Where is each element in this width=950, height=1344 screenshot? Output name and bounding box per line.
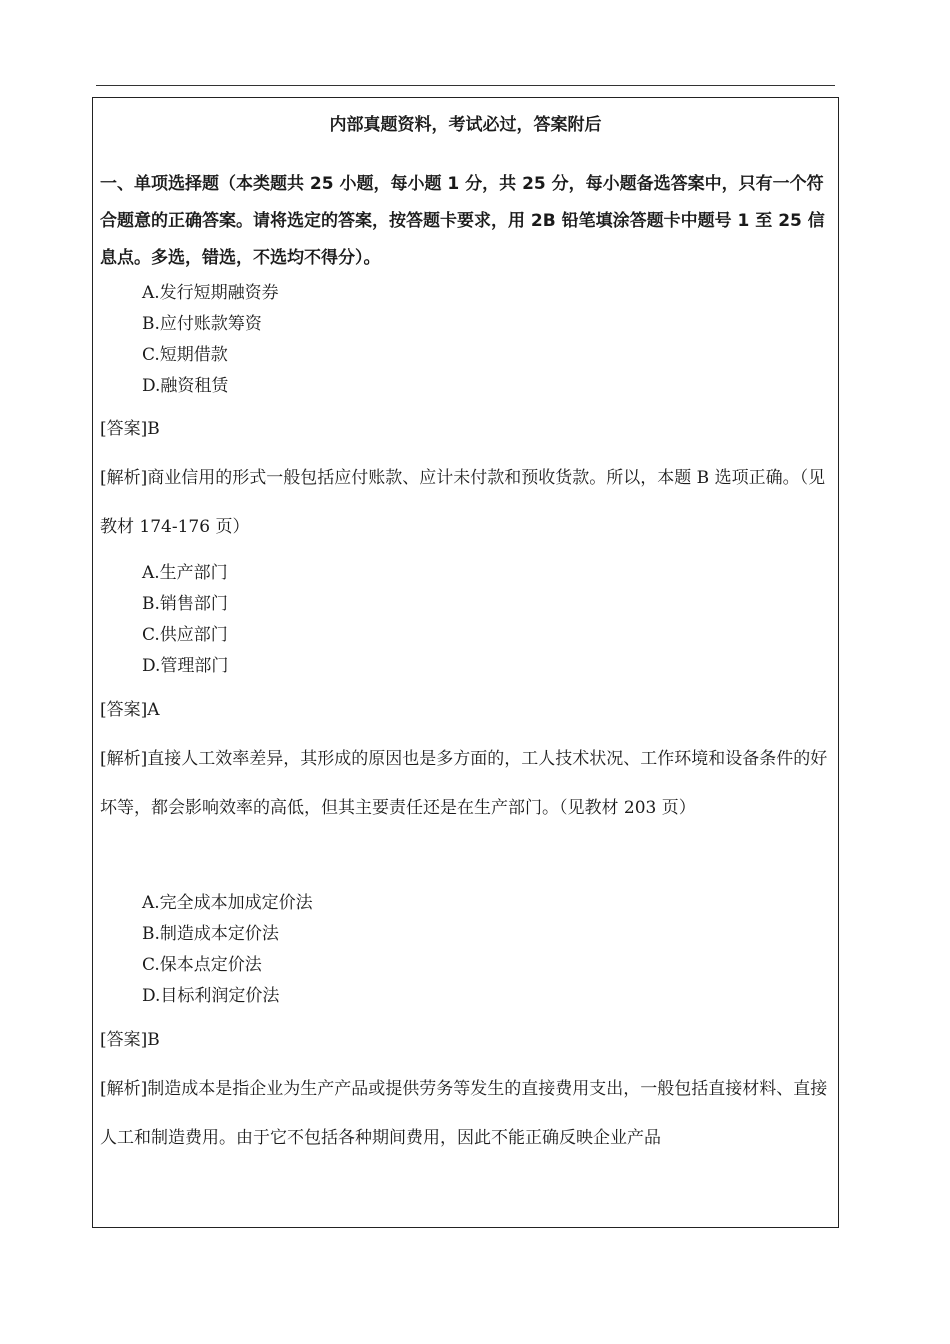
question-3-option-a: A.完全成本加成定价法 [142, 893, 313, 913]
question-3-option-d: D.目标利润定价法 [142, 986, 280, 1006]
question-2-option-b: B.销售部门 [142, 594, 228, 614]
question-2-answer: [答案]A [100, 700, 160, 720]
question-2-option-c: C.供应部门 [142, 625, 228, 645]
header-rule [96, 85, 835, 86]
question-1-answer: [答案]B [100, 419, 160, 439]
question-3-analysis: [解析]制造成本是指企业为生产产品或提供劳务等发生的直接费用支出，一般包括直接材料、直接人工和制造费用。由于它不包括各种期间费用，因此不能正确反映企业产品 [100, 1079, 828, 1148]
question-1-option-a: A.发行短期融资券 [142, 283, 279, 303]
page-title: 内部真题资料，考试必过，答案附后 [329, 115, 602, 135]
section-heading: 一、单项选择题（本类题共 25 小题，每小题 1 分，共 25 分，每小题备选答案中，只有一个符合题意的正确答案。请将选定的答案，按答题卡要求，用 2B 铅笔填涂答题卡中题号 1 至 25 信息点。多选，错选，不选均不得分）。 [100, 174, 825, 268]
question-1-option-b: B.应付账款筹资 [142, 314, 262, 334]
question-2-option-d: D.管理部门 [142, 656, 229, 676]
question-3-option-c: C.保本点定价法 [142, 955, 262, 975]
question-2-analysis: [解析]直接人工效率差异，其形成的原因也是多方面的，工人技术状况、工作环境和设备条件的好坏等，都会影响效率的高低，但其主要责任还是在生产部门。（见教材 203 页） [100, 749, 828, 818]
question-1-option-c: C.短期借款 [142, 345, 228, 365]
question-2-option-a: A.生产部门 [142, 563, 228, 583]
question-3-answer: [答案]B [100, 1030, 160, 1050]
question-3-option-b: B.制造成本定价法 [142, 924, 279, 944]
question-1-analysis: [解析]商业信用的形式一般包括应付账款、应计未付款和预收货款。所以，本题 B 选项正确。（见教材 174-176 页） [100, 468, 826, 537]
question-1-option-d: D.融资租赁 [142, 376, 229, 396]
